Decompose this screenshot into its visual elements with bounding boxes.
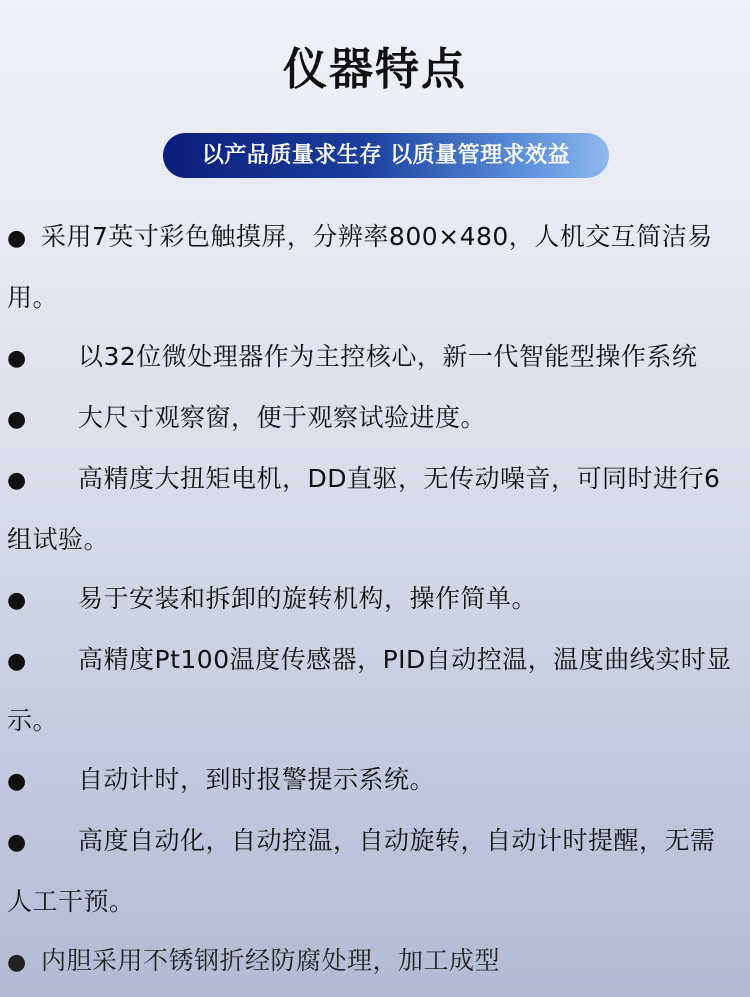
feature-text: 以32位微处理器作为主控核心，新一代智能型操作系统 — [78, 342, 698, 371]
feature-item-5 — [0, 569, 738, 630]
feature-text: 采用7英寸彩色触摸屏，分辨率800×480，人机交互简洁易用。 — [7, 222, 713, 312]
bullet-icon: ● — [7, 468, 27, 493]
feature-text: 内胆采用不锈钢折经防腐处理，加工成型 — [41, 946, 501, 975]
bullet-icon: ● — [7, 950, 27, 975]
feature-item-3 — [0, 388, 738, 449]
bullet-icon: ● — [7, 588, 27, 613]
feature-list — [0, 207, 738, 992]
page-title: 仪器特点 — [283, 44, 467, 95]
feature-text: 自动计时，到时报警提示系统。 — [78, 765, 436, 794]
bullet-icon: ● — [7, 830, 27, 855]
bullet-icon: ● — [7, 346, 27, 371]
feature-text: 易于安装和拆卸的旋转机构，操作简单。 — [78, 584, 538, 613]
bullet-icon: ● — [7, 407, 27, 432]
feature-item-4 — [0, 449, 738, 569]
feature-item-8 — [0, 811, 738, 931]
feature-item-2 — [0, 327, 738, 388]
feature-item-9 — [0, 931, 738, 992]
feature-item-6 — [0, 630, 738, 750]
feature-item-7 — [0, 750, 738, 811]
slogan-badge: 以产品质量求生存 以质量管理求效益 — [163, 133, 609, 178]
bullet-icon: ● — [7, 226, 27, 251]
feature-text: 高精度Pt100温度传感器，PID自动控温，温度曲线实时显示。 — [7, 645, 732, 735]
feature-item-1 — [0, 207, 738, 327]
feature-text: 高度自动化，自动控温，自动旋转，自动计时提醒，无需人工干预。 — [7, 826, 716, 916]
bullet-icon: ● — [7, 649, 27, 674]
bullet-icon: ● — [7, 769, 27, 794]
feature-text: 高精度大扭矩电机，DD直驱，无传动噪音，可同时进行6组试验。 — [7, 464, 721, 554]
feature-text: 大尺寸观察窗，便于观察试验进度。 — [78, 403, 487, 432]
